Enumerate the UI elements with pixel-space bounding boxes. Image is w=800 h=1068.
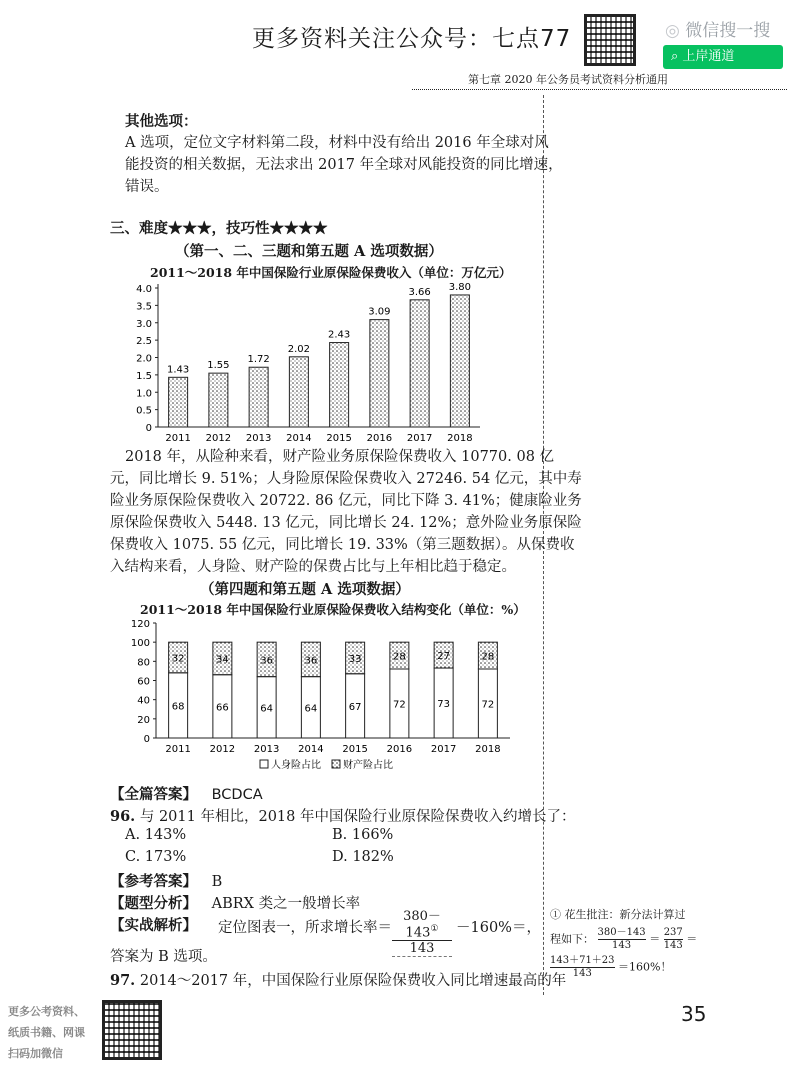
running-head: 第七章 2020 年公务员考试资料分析通用 [468, 73, 668, 86]
x-tick-label: 2016 [366, 433, 393, 444]
y-tick-label: 40 [137, 695, 150, 707]
data-label: 28 [481, 651, 495, 663]
data-label: 66 [216, 702, 229, 714]
bar [330, 343, 349, 427]
y-tick-label: 2.5 [136, 336, 152, 348]
footer-promo-line3: 扫码加微信 [8, 1047, 63, 1060]
data-label: 34 [216, 654, 229, 666]
x-tick-label: 2015 [326, 433, 352, 444]
body-line1: 2018 年，从险种来看，财产险业务原保险保费收入 10770. 08 亿 [125, 449, 555, 465]
side-note-tail: ＝160%！ [618, 960, 672, 974]
data-label: 2.02 [287, 343, 311, 355]
x-tick-label: 2013 [245, 433, 272, 444]
side-fraction-1-den: 143 [612, 940, 632, 951]
section3-subheading: （第一、二、三题和第五题 A 选项数据） [175, 243, 443, 260]
x-tick-label: 2018 [475, 744, 501, 755]
question-96 [110, 805, 575, 826]
all-answers-value: BCDCA [211, 787, 263, 803]
data-label: 32 [171, 653, 185, 665]
body-line6: 入结构来看，人身险、财产险的保费占比与上年相比趋于稳定。 [110, 559, 516, 575]
legend-swatch-life [260, 760, 268, 768]
reference-answer-value: B [211, 874, 223, 890]
side-note-line2: 程如下： [550, 932, 594, 946]
y-tick-label: 2.0 [136, 353, 152, 365]
y-tick-label: 0 [145, 423, 152, 434]
wechat-icon: ◎ [665, 21, 686, 41]
x-tick-label: 2015 [342, 744, 368, 755]
body-line2: 元，同比增长 9. 51%；人身险原保险保费收入 27246. 54 亿元，其中寿 [110, 471, 582, 487]
question-type-value: ABRX 类之一般增长率 [211, 896, 361, 912]
side-note-line1: ① 花生批注：新分法计算过 [550, 908, 686, 921]
side-note-formula1 [550, 927, 790, 952]
bar [450, 295, 469, 427]
side-note-formula2 [550, 955, 790, 980]
y-tick-label: 60 [137, 676, 150, 688]
solution-fraction-numerator: 380－143 [403, 909, 441, 941]
wechat-logo-text: 微信搜一搜 [685, 21, 771, 41]
question-type [110, 892, 360, 913]
chart2-subheading: （第四题和第五题 A 选项数据） [200, 581, 410, 598]
legend-label-property: 财产险占比 [343, 760, 393, 771]
bar [410, 300, 429, 427]
solution-conclusion: 答案为 B 选项。 [110, 949, 217, 965]
reference-answer-label: 【参考答案】 [110, 873, 197, 890]
data-label: 33 [348, 653, 362, 665]
side-fraction-3 [550, 955, 615, 980]
header-rule [412, 89, 787, 90]
x-tick-label: 2013 [253, 744, 280, 755]
body-line5: 保费收入 1075. 55 亿元，同比增长 19. 33%（第三题数据）。从保费收 [110, 537, 575, 553]
data-label: 73 [437, 699, 450, 711]
bar [289, 357, 308, 427]
solution-text: 定位图表一，所求增长率＝ [218, 920, 392, 936]
side-fraction-3-den: 143 [572, 968, 592, 979]
bar [169, 377, 188, 427]
footnote-marker: ① [430, 924, 439, 934]
data-label: 1.55 [207, 360, 230, 372]
footer-promo-line2: 纸质书籍、网课 [8, 1026, 85, 1039]
question-96-text: 与 2011 年相比，2018 年中国保险行业原保险保费收入约增长了： [139, 809, 576, 825]
all-answers-label: 【全篇答案】 [110, 786, 197, 803]
chart2-stacked-bar-chart [120, 614, 510, 784]
side-fraction-2 [664, 927, 683, 952]
qr-code-top [584, 14, 636, 66]
data-label: 67 [348, 701, 362, 713]
footer-promo [8, 1001, 98, 1064]
page-number: 35 [681, 1002, 707, 1026]
x-tick-label: 2018 [447, 433, 473, 444]
x-tick-label: 2014 [298, 744, 324, 755]
section3-heading: 三、难度★★★，技巧性★★★★ [110, 220, 328, 237]
bar [209, 373, 228, 427]
body-line3: 险业务原保险保费收入 20722. 86 亿元，同比下降 3. 41%；健康险业务 [110, 493, 582, 509]
other-options-line3: 错误。 [125, 179, 169, 195]
x-tick-label: 2016 [386, 744, 413, 755]
footer-promo-line1: 更多公考资料、 [8, 1005, 85, 1018]
data-label: 64 [260, 703, 273, 715]
x-tick-label: 2011 [165, 433, 191, 444]
option-d: D. 182% [332, 849, 394, 865]
data-label: 3.80 [448, 281, 472, 293]
body-line4: 原保险保费收入 5448. 13 亿元，同比增长 24. 12%；意外险业务原保险 [110, 515, 582, 531]
all-answers [110, 783, 263, 804]
side-fraction-1 [598, 927, 646, 952]
solution-fraction [392, 905, 452, 957]
question-97 [110, 969, 566, 990]
solution-label [110, 914, 197, 935]
x-tick-label: 2017 [430, 744, 457, 755]
y-tick-label: 80 [137, 657, 150, 669]
y-tick-label: 4.0 [136, 284, 152, 295]
wechat-button-label: 上岸通道 [682, 49, 735, 64]
data-label: 36 [260, 655, 273, 667]
side-fraction-2-den: 143 [663, 940, 683, 951]
bar [249, 367, 268, 427]
data-label: 2.43 [327, 329, 351, 341]
x-tick-label: 2014 [286, 433, 312, 444]
data-label: 1.43 [166, 364, 190, 376]
reference-answer [110, 870, 222, 891]
other-options-line1: A 选项，定位文字材料第二段，材料中没有给出 2016 年全球对风 [125, 135, 549, 151]
side-fraction-3-num: 143＋71＋23 [550, 955, 615, 966]
qr-code-bottom [102, 1000, 162, 1060]
y-tick-label: 20 [137, 714, 150, 726]
solution-fraction-denominator: 143 [392, 941, 452, 957]
y-tick-label: 1.5 [136, 370, 152, 382]
data-label: 68 [171, 701, 185, 713]
data-label: 1.72 [247, 354, 270, 366]
bar [370, 320, 389, 427]
y-tick-label: 0 [143, 734, 150, 745]
x-tick-label: 2011 [165, 744, 191, 755]
y-tick-label: 3.5 [136, 301, 152, 313]
question-97-text: 2014～2017 年，中国保险行业原保险保费收入同比增速最高的年 [139, 973, 567, 989]
x-tick-label: 2012 [209, 744, 236, 755]
legend-swatch-property [332, 760, 340, 768]
data-label: 3.09 [368, 306, 391, 318]
chart1-bar-chart [120, 278, 510, 450]
solution-tail: －160%＝， [456, 920, 541, 936]
data-label: 28 [393, 651, 406, 663]
side-fraction-2-num: 237 [663, 927, 683, 938]
y-tick-label: 120 [130, 619, 150, 630]
data-label: 64 [304, 703, 318, 715]
other-options-heading: 其他选项： [125, 113, 198, 130]
side-fraction-1-num: 380－143 [597, 927, 646, 938]
other-options-line2: 能投资的相关数据，无法求出 2017 年全球对风能投资的同比增速， [125, 157, 563, 173]
question-97-number: 97. [110, 972, 136, 989]
y-tick-label: 3.0 [136, 318, 152, 330]
side-eq-2: ＝ [686, 932, 698, 946]
option-c: C. 173% [125, 849, 187, 865]
question-96-number: 96. [110, 808, 136, 825]
data-label: 36 [304, 655, 318, 667]
x-tick-label: 2012 [205, 433, 232, 444]
search-icon: ⌕ [671, 49, 683, 64]
side-eq-1: ＝ [649, 932, 661, 946]
legend-label-life: 人身险占比 [271, 760, 321, 771]
x-tick-label: 2017 [406, 433, 433, 444]
data-label: 3.66 [408, 286, 431, 298]
solution-label-text: 【实战解析】 [110, 917, 197, 934]
y-tick-label: 100 [130, 638, 150, 650]
wechat-search-logo [665, 16, 770, 41]
chart2-title: 2011～2018 年中国保险行业原保险保费收入结构变化（单位：%） [140, 602, 526, 617]
y-tick-label: 1.0 [136, 388, 152, 400]
chart1-title: 2011～2018 年中国保险行业原保险保费收入（单位：万亿元） [150, 265, 512, 280]
option-b: B. 166% [332, 827, 394, 843]
wechat-button[interactable] [663, 45, 783, 69]
y-tick-label: 0.5 [136, 405, 152, 417]
data-label: 72 [393, 699, 406, 711]
data-label: 72 [481, 699, 495, 711]
option-a: A. 143% [125, 827, 187, 843]
data-label: 27 [437, 651, 450, 663]
question-type-label: 【题型分析】 [110, 895, 197, 912]
promo-banner: 更多资料关注公众号：七点77 [252, 26, 572, 52]
